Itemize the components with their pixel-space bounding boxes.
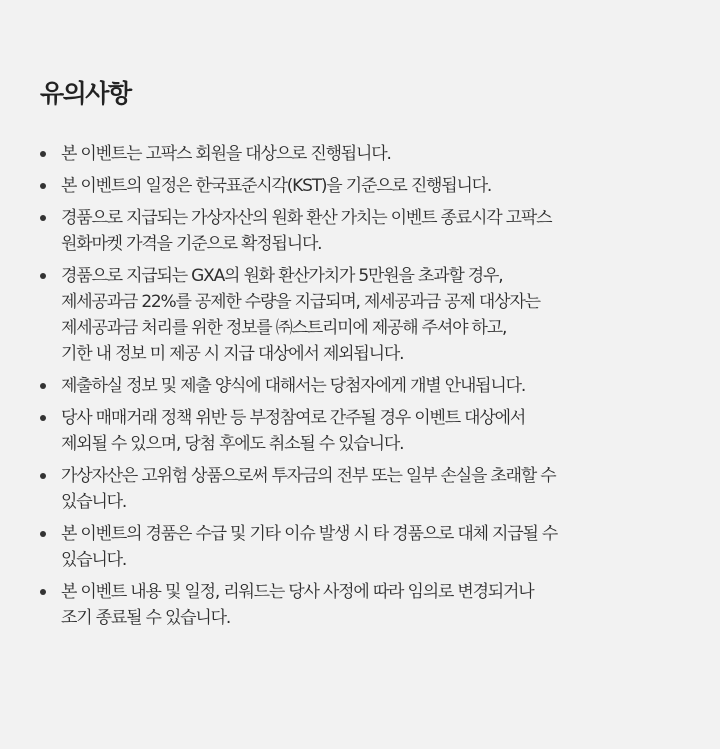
notice-item-text: 본 이벤트는 고팍스 회원을 대상으로 진행됩니다. [61, 144, 391, 164]
bullet-dot-icon [40, 273, 46, 279]
notice-item-text: 제외될 수 있으며, 당첨 후에도 취소될 수 있습니다. [61, 434, 404, 454]
notice-item-text: 본 이벤트의 일정은 한국표준시각(KST)을 기준으로 진행됩니다. [61, 176, 492, 196]
notice-item [40, 405, 680, 457]
notice-item [40, 463, 680, 515]
notice-item-text: 가상자산은 고위험 상품으로써 투자금의 전부 또는 일부 손실을 초래할 수 [61, 466, 556, 486]
notice-item-text: 조기 종료될 수 있습니다. [61, 608, 231, 628]
notice-item [40, 173, 680, 199]
bullet-dot-icon [40, 151, 46, 157]
section-title: 유의사항 [40, 79, 131, 108]
bullet-dot-icon [40, 383, 46, 389]
notice-item-text: 원화마켓 가격을 기준으로 확정됩니다. [61, 234, 322, 254]
notice-item-text: 본 이벤트의 경품은 수급 및 기타 이슈 발생 시 타 경품으로 대체 지급될 수 [61, 524, 558, 544]
bullet-dot-icon [40, 531, 46, 537]
notice-item-text: 제출하실 정보 및 제출 양식에 대해서는 당첨자에게 개별 안내됩니다. [61, 376, 526, 396]
notice-item [40, 205, 680, 257]
notice-item-text: 경품으로 지급되는 가상자산의 원화 환산 가치는 이벤트 종료시각 고팍스 [61, 208, 552, 228]
notice-list [40, 141, 680, 631]
notice-item [40, 263, 680, 367]
bullet-dot-icon [40, 473, 46, 479]
notice-item-text: 제세공과금 22%를 공제한 수량을 지급되며, 제세공과금 공제 대상자는 [61, 292, 540, 312]
notice-item-text: 당사 매매거래 정책 위반 등 부정참여로 간주될 경우 이벤트 대상에서 [61, 408, 526, 428]
notice-item [40, 579, 680, 631]
bullet-dot-icon [40, 415, 46, 421]
bullet-dot-icon [40, 183, 46, 189]
bullet-dot-icon [40, 215, 46, 221]
notice-item [40, 141, 680, 167]
notice-item [40, 373, 680, 399]
notice-item-text: 있습니다. [61, 550, 127, 570]
notice-item-text: 경품으로 지급되는 GXA의 원화 환산가치가 5만원을 초과할 경우, [61, 266, 503, 286]
notice-item-text: 있습니다. [61, 492, 127, 512]
notice-item-text: 기한 내 정보 미 제공 시 지급 대상에서 제외됩니다. [61, 344, 404, 364]
notice-item [40, 521, 680, 573]
notice-item-text: 제세공과금 처리를 위한 정보를 ㈜스트리미에 제공해 주셔야 하고, [61, 318, 507, 338]
notice-item-text: 본 이벤트 내용 및 일정, 리워드는 당사 사정에 따라 임의로 변경되거나 [61, 582, 534, 602]
bullet-dot-icon [40, 589, 46, 595]
